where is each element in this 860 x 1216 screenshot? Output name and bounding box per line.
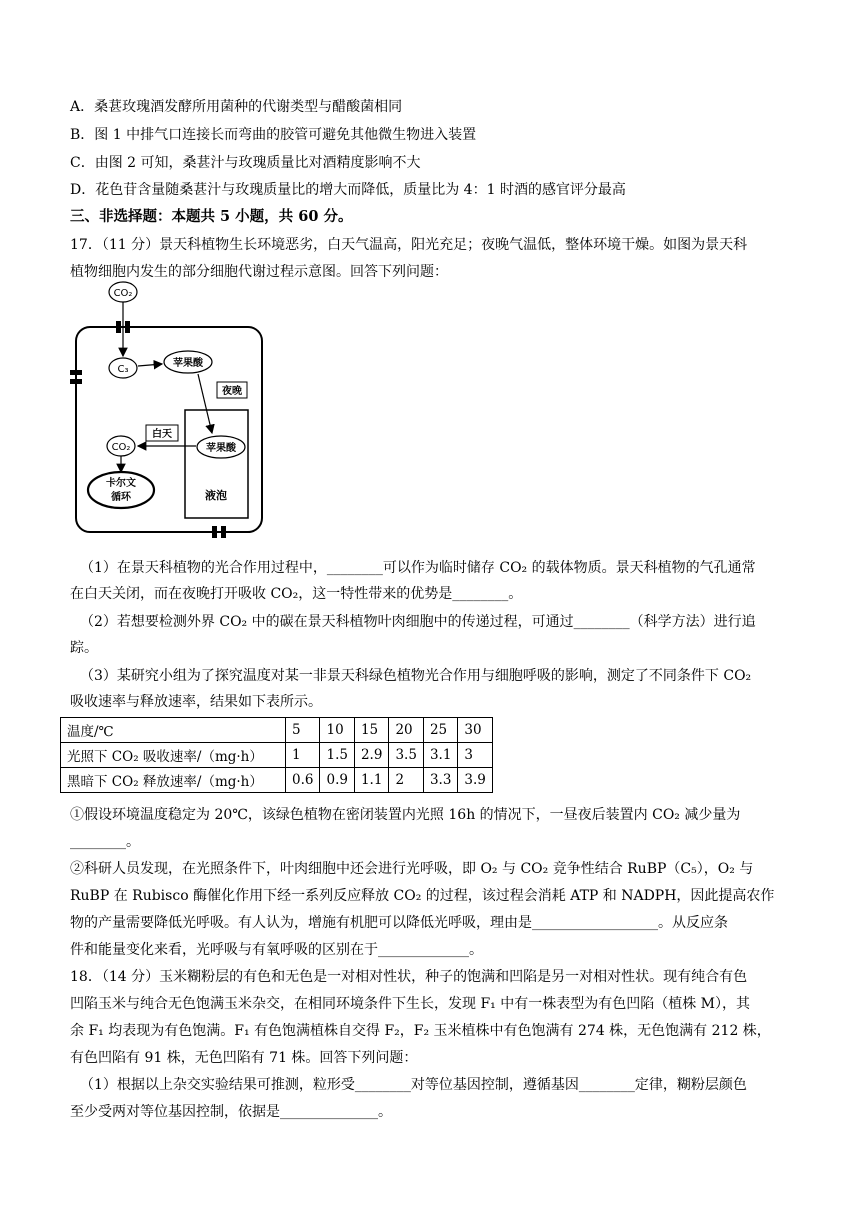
option-b: B．图 1 中排气口连接长而弯曲的胶管可避免其他微生物进入装置 bbox=[70, 127, 477, 143]
q17-sub2-line1: ②科研人员发现，在光照条件下，叶肉细胞中还会进行光呼吸，即 O₂ 与 CO₂ 竞争性结合 RuBP（C₅），O₂ 与 bbox=[70, 861, 754, 877]
table-cell: 1.5 bbox=[320, 743, 354, 768]
table-cell: 2.9 bbox=[354, 743, 388, 768]
q17-part3-line1: （3）某研究小组为了探究温度对某一非景天科绿色植物光合作用与细胞呼吸的影响，测定了不同条件下 CO₂ bbox=[80, 668, 752, 684]
table-row bbox=[61, 718, 493, 743]
option-c: C．由图 2 可知，桑葚汁与玫瑰质量比对酒精度影响不大 bbox=[70, 155, 421, 171]
table-cell: 0.9 bbox=[320, 768, 354, 793]
c3-label: C₃ bbox=[117, 364, 129, 375]
q17-sub2-line2: RuBP 在 Rubisco 酶催化作用下经一系列反应释放 CO₂ 的过程，该过程会消耗 ATP 和 NADPH，因此提高农作 bbox=[70, 888, 775, 904]
table-cell: 10 bbox=[320, 718, 354, 743]
q17-part1-line2: 在白天关闭，而在夜晚打开吸收 CO₂，这一特性带来的优势是________。 bbox=[70, 586, 523, 602]
malic-acid-label-2: 苹果酸 bbox=[206, 443, 236, 454]
malic-acid-label-1: 苹果酸 bbox=[173, 358, 203, 369]
q17-sub1-line1: ①假设环境温度稳定为 20℃，该绿色植物在密闭装置内光照 16h 的情况下，一昼夜后装置内 CO₂ 减少量为 bbox=[70, 807, 741, 823]
table-cell: 黑暗下 CO₂ 释放速率/（mg·h） bbox=[61, 768, 286, 793]
table-cell: 30 bbox=[458, 718, 492, 743]
table-row bbox=[61, 768, 493, 793]
q18-part1-line1: （1）根据以上杂交实验结果可推测，粒形受________对等位基因控制，遵循基因________定律，糊粉层颜色 bbox=[80, 1077, 747, 1093]
q17-part2-line2: 踪。 bbox=[70, 640, 98, 656]
table-cell: 5 bbox=[286, 718, 320, 743]
option-d: D．花色苷含量随桑葚汁与玫瑰质量比的增大而降低，质量比为 4：1 时酒的感官评分最高 bbox=[70, 182, 626, 198]
q18-stem-line3: 余 F₁ 均表现为有色饱满。F₁ 有色饱满植株自交得 F₂，F₂ 玉米植株中有色饱满有 274 株，无色饱满有 212 株， bbox=[70, 1023, 771, 1039]
q17-sub2-line4: 件和能量变化来看，光呼吸与有氧呼吸的区别在于_____________。 bbox=[70, 942, 483, 958]
q17-stem-cont: 植物细胞内发生的部分细胞代谢过程示意图。回答下列问题： bbox=[70, 264, 448, 280]
q17-part1-line1: （1）在景天科植物的光合作用过程中，________可以作为临时储存 CO₂ 的载体物质。景天科植物的气孔通常 bbox=[80, 560, 756, 576]
co2-top-label: CO₂ bbox=[113, 288, 133, 299]
table-cell: 3.5 bbox=[389, 743, 423, 768]
table-cell: 0.6 bbox=[286, 768, 320, 793]
co2-inner-label: CO₂ bbox=[111, 442, 131, 453]
vacuole-label: 液泡 bbox=[205, 489, 227, 502]
table-cell: 3 bbox=[458, 743, 492, 768]
calvin-cycle-label-1: 卡尔文 bbox=[106, 478, 136, 489]
option-a: A．桑葚玫瑰酒发酵所用菌种的代谢类型与醋酸菌相同 bbox=[70, 99, 403, 115]
q17-part3-line2: 吸收速率与释放速率，结果如下表所示。 bbox=[70, 694, 322, 710]
table-row bbox=[61, 743, 493, 768]
table-cell: 20 bbox=[389, 718, 423, 743]
section-title: 三、非选择题：本题共 5 小题，共 60 分。 bbox=[70, 208, 353, 225]
table-cell: 1 bbox=[286, 743, 320, 768]
q18-stem-line1: 18．（14 分）玉米糊粉层的有色和无色是一对相对性状，种子的饱满和凹陷是另一对相对性状。现有纯合有色 bbox=[70, 969, 748, 985]
table-cell: 15 bbox=[354, 718, 388, 743]
q18-stem-line2: 凹陷玉米与纯合无色饱满玉米杂交，在相同环境条件下生长，发现 F₁ 中有一株表型为有色凹陷（植株 M），其 bbox=[70, 996, 751, 1012]
q17-stem: 17．（11 分）景天科植物生长环境恶劣，白天气温高，阳光充足；夜晚气温低，整体环境干燥。如图为景天科 bbox=[70, 237, 748, 253]
q18-stem-line4: 有色凹陷有 91 株，无色凹陷有 71 株。回答下列问题： bbox=[70, 1050, 418, 1066]
night-label: 夜晚 bbox=[222, 386, 242, 397]
q18-part1-line2: 至少受两对等位基因控制，依据是______________。 bbox=[70, 1104, 392, 1120]
calvin-cycle-label-2: 循环 bbox=[111, 492, 131, 503]
table-cell: 2 bbox=[389, 768, 423, 793]
table-cell: 3.9 bbox=[458, 768, 492, 793]
table-cell: 3.1 bbox=[423, 743, 457, 768]
arrow-c3-to-malic bbox=[138, 364, 162, 366]
co2-rate-table bbox=[60, 717, 493, 793]
q17-part2-line1: （2）若想要检测外界 CO₂ 中的碳在景天科植物叶肉细胞中的传递过程，可通过________（科学方法）进行追 bbox=[80, 614, 756, 630]
day-label: 白天 bbox=[152, 429, 172, 440]
table-cell: 3.3 bbox=[423, 768, 457, 793]
q17-sub2-line3: 物的产量需要降低光呼吸。有人认为，增施有机肥可以降低光呼吸，理由是__________________。从反应条 bbox=[70, 915, 728, 931]
q17-sub1-line2: ________。 bbox=[70, 834, 140, 850]
table-cell: 25 bbox=[423, 718, 457, 743]
table-cell: 1.1 bbox=[354, 768, 388, 793]
table-cell: 光照下 CO₂ 吸收速率/（mg·h） bbox=[61, 743, 286, 768]
arrow-malic-into-vacuole bbox=[198, 374, 212, 433]
table-cell: 温度/℃ bbox=[61, 718, 286, 743]
